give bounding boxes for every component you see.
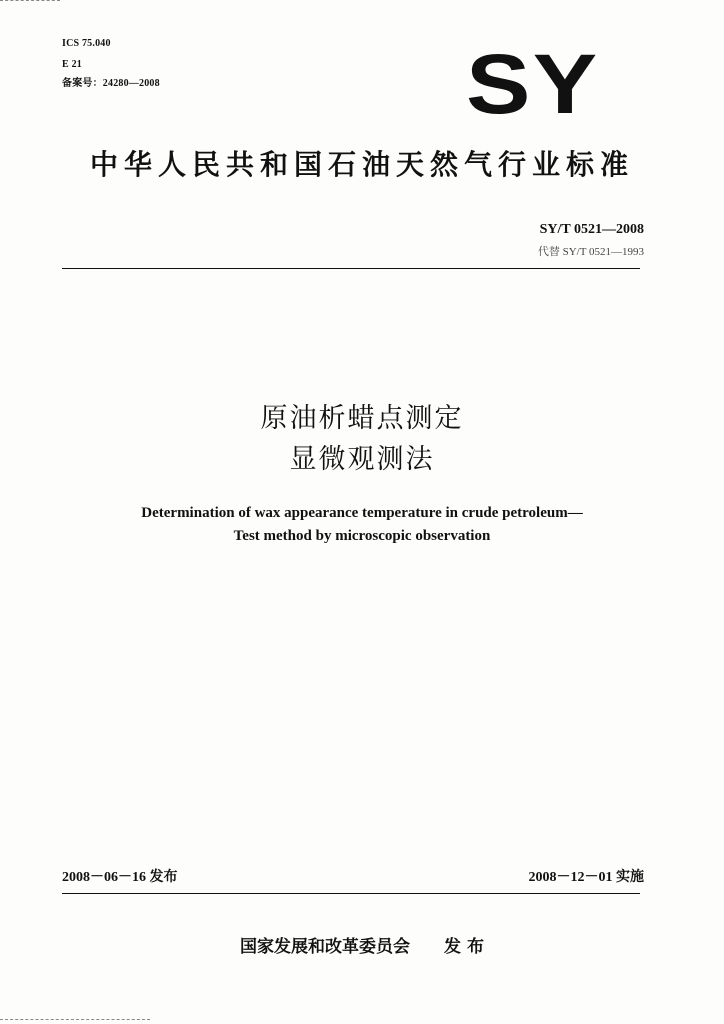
sy-logo: SY [466, 37, 600, 131]
standard-number: SY/T 0521—2008 [539, 222, 644, 237]
filing-number: 备案号：24280—2008 [62, 78, 160, 89]
english-title-line2: Test method by microscopic observation [233, 528, 491, 544]
effective-date: 2008－12－01 实施 [528, 870, 644, 885]
issuer-action: 发 布 [444, 937, 484, 957]
ccs-code: E 21 [62, 59, 82, 70]
header-divider [62, 268, 640, 269]
footer-divider [62, 893, 640, 894]
issue-date: 2008－06－16 发布 [62, 870, 178, 885]
replaces-standard: 代替 SY/T 0521—1993 [537, 246, 644, 258]
scan-edge-top [0, 0, 60, 4]
document-title-line1: 原油析蜡点测定 [260, 403, 464, 434]
ics-code: ICS 75.040 [62, 38, 111, 49]
standard-category-title: 中华人民共和国石油天然气行业标准 [89, 148, 634, 181]
document-title-line2: 显微观测法 [289, 444, 435, 475]
issuer-line [0, 932, 724, 957]
scan-edge-bottom [0, 1019, 150, 1022]
issuer-name: 国家发展和改革委员会 [240, 937, 411, 957]
english-title-line1: Determination of wax appearance temperature in crude petroleum— [141, 505, 583, 521]
